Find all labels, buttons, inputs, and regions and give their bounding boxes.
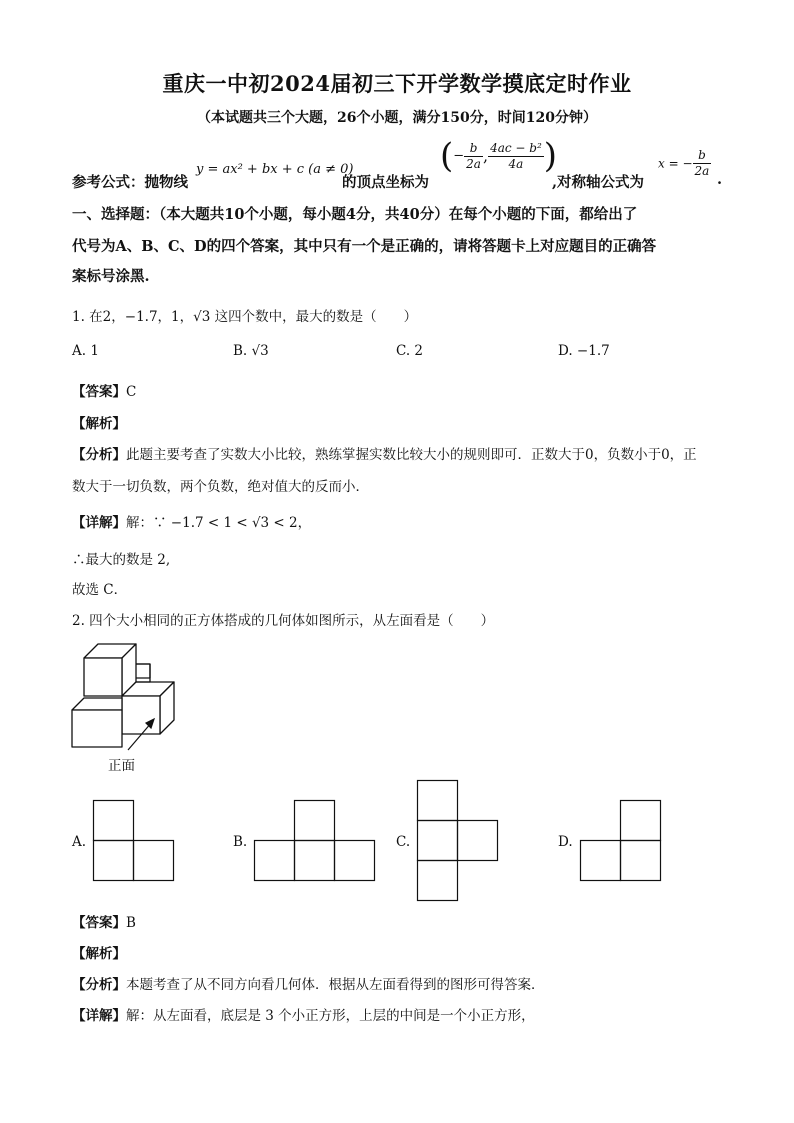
vertex-y-denominator: 4a: [508, 156, 524, 171]
left-paren: (: [440, 136, 454, 176]
fenxi-tag: 【分析】: [72, 977, 126, 993]
detail-tag: 【详解】: [72, 1008, 126, 1024]
fenxi-line1: 此题主要考查了实数大小比较，熟练掌握实数比较大小的规则即可．正数大于0，负数小于0，正: [126, 447, 697, 463]
left-cube-top: [72, 698, 122, 710]
section1-line3: 案标号涂黑.: [72, 268, 150, 285]
q1-stem: 1. 在2，−1.7，1，√3 这四个数中，最大的数是（ ）: [72, 309, 418, 325]
q2-fenxi: [72, 973, 545, 993]
q1-detail-line2: ∴最大的数是 2,: [72, 552, 171, 568]
q2-detail: [72, 1004, 535, 1024]
axis-denominator: 2a: [694, 164, 710, 178]
q2-stem: 2. 四个大小相同的正方体搭成的几何体如图所示，从左面看是（ ）: [72, 613, 495, 629]
page-title: 重庆一中初2024届初三下开学数学摸底定时作业: [162, 71, 632, 96]
axis-numerator: b: [693, 148, 712, 164]
answer-value: B: [126, 915, 136, 931]
q2-answer: [72, 911, 136, 931]
page-subtitle: （本试题共三个大题，26个小题，满分150分，时间120分钟）: [197, 110, 597, 126]
q2-option-b-label[interactable]: B.: [233, 834, 248, 850]
formula-equation: y = ax² + bx + c (a ≠ 0): [196, 162, 354, 177]
formula-end: .: [717, 171, 723, 188]
right-cube-front: [122, 696, 160, 734]
section1-line1: 一、选择题：（本大题共10个小题，每小题4分，共40分）在每个小题的下面，都给出了: [72, 206, 638, 223]
formula-axis-label: ,对称轴公式为: [552, 174, 645, 191]
detail-tag: 【详解】: [72, 515, 126, 531]
front-view-label: 正面: [108, 758, 135, 774]
q2-option-c-figure[interactable]: [417, 780, 499, 902]
formula-lead: 参考公式：抛物线: [72, 174, 188, 191]
top-cube-front: [84, 658, 122, 696]
q1-answer: [72, 380, 136, 400]
q1-analysis-tag: 【解析】: [72, 416, 126, 432]
q1-detail-line3: 故选 C．: [72, 582, 128, 598]
cube-stack-figure: [70, 640, 180, 755]
q2-analysis-tag: 【解析】: [72, 946, 126, 962]
q1-fenxi: [72, 443, 697, 463]
q1-option-a[interactable]: A. 1: [72, 343, 99, 359]
q1-option-c[interactable]: C. 2: [396, 343, 424, 359]
q2-option-a-label[interactable]: A.: [72, 834, 87, 850]
vertex-x-denominator: 2a: [466, 156, 481, 171]
axis-formula: [658, 148, 711, 179]
axis-lhs: x = −: [658, 156, 693, 171]
right-paren: ): [543, 136, 558, 176]
detail-line1: 解：∵ −1.7 < 1 < √3 < 2，: [126, 515, 312, 531]
q2-option-a-figure[interactable]: [93, 800, 175, 882]
vertex-x-numerator: b: [464, 141, 483, 157]
q1-fenxi-line2: 数大于一切负数，两个负数，绝对值大的反而小．: [72, 479, 369, 495]
q1-detail: [72, 511, 311, 531]
answer-tag: 【答案】: [72, 915, 126, 931]
vertex-formula: (− $\frac{b}{2a}$ , $\frac{\text{4ac − b²}}{4a}$ ): [440, 136, 558, 176]
fenxi-tag: 【分析】: [72, 447, 126, 463]
q2-option-d-label[interactable]: D.: [558, 834, 573, 850]
q1-option-d[interactable]: D. −1.7: [558, 343, 610, 359]
q2-option-d-figure[interactable]: [580, 800, 662, 882]
answer-tag: 【答案】: [72, 384, 126, 400]
detail-text: 解：从左面看，底层是 3 个小正方形，上层的中间是一个小正方形，: [126, 1008, 535, 1024]
answer-value: C: [126, 384, 137, 400]
fenxi-text: 本题考查了从不同方向看几何体．根据从左面看得到的图形可得答案．: [126, 977, 545, 993]
q2-option-c-label[interactable]: C.: [396, 834, 411, 850]
formula-vertex-label: 的顶点坐标为: [342, 174, 429, 191]
q2-option-b-figure[interactable]: [254, 800, 376, 882]
vertex-y-numerator: 4ac − b²: [490, 140, 542, 155]
left-cube-front: [72, 710, 122, 747]
section1-line2: 代号为A、B、C、D的四个答案，其中只有一个是正确的，请将答题卡上对应题目的正确答: [72, 238, 657, 255]
q1-option-b[interactable]: B. √3: [233, 343, 269, 359]
